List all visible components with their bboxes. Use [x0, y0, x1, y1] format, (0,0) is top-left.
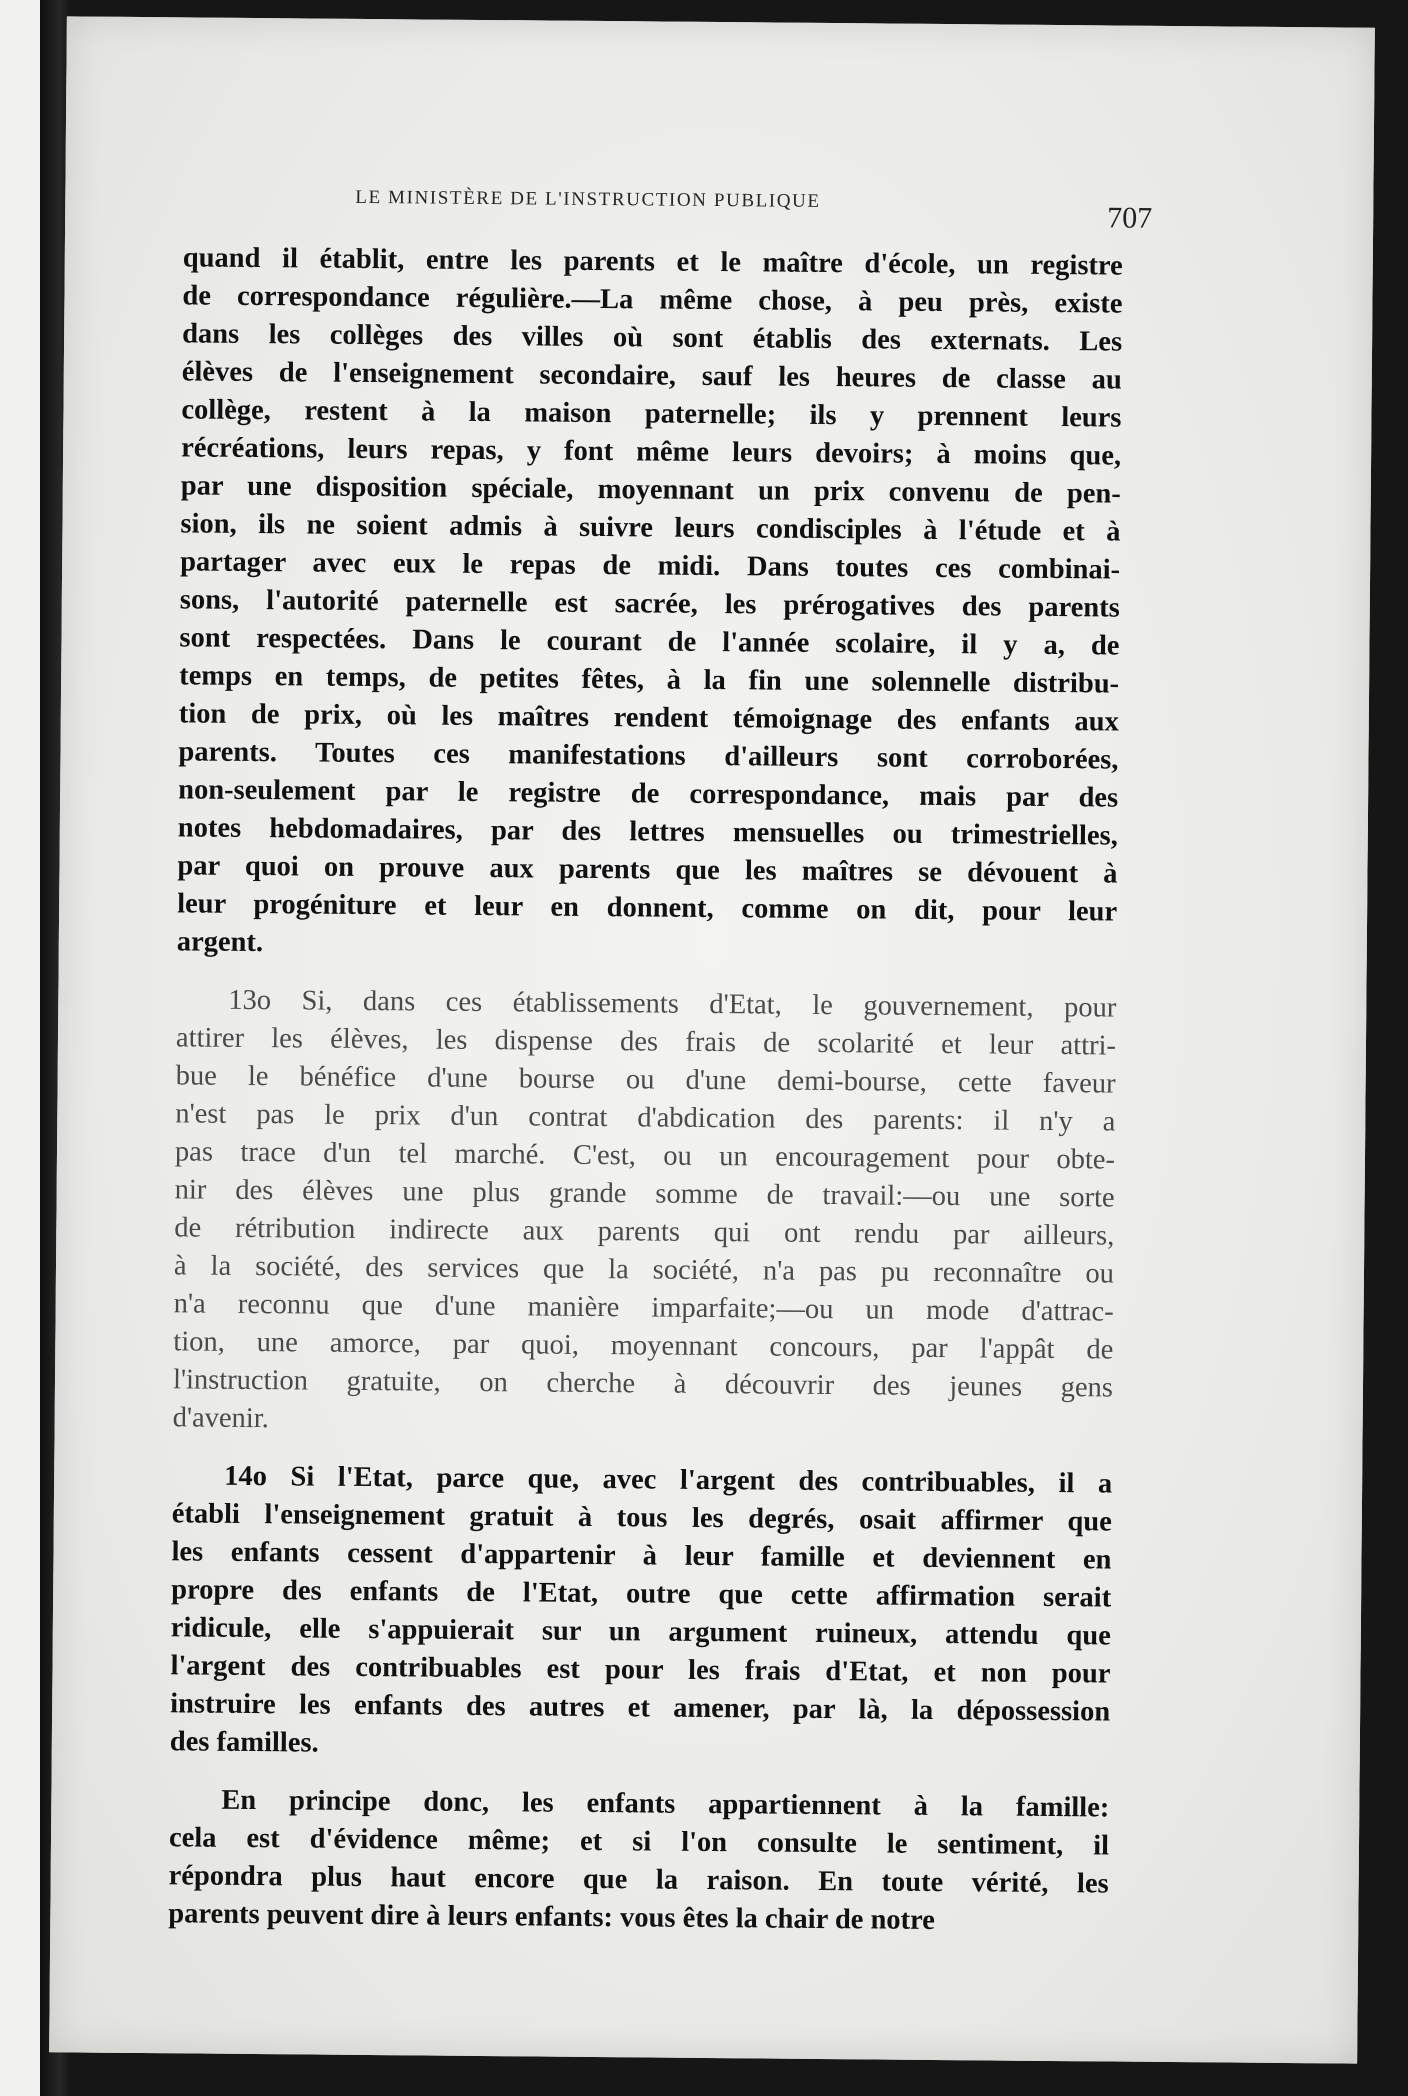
text-line: sons, l'autorité paternelle est sacrée, les prérogatives des parents	[179, 584, 1120, 624]
running-header: LE MINISTÈRE DE L'INSTRUCTION PUBLIQUE	[355, 186, 821, 212]
text-line: l'instruction gratuite, on cherche à découvrir des jeunes gens	[172, 1364, 1114, 1404]
text-line: l'argent des contribuables est pour les frais d'Etat, et non pour	[170, 1650, 1111, 1690]
paragraph-13	[173, 981, 1117, 1445]
text-line: quand il établit, entre les parents et le maître d'école, un registre	[182, 242, 1123, 282]
text-line: 13o Si, dans ces établissements d'Etat, le gouvernement, pour	[228, 984, 1117, 1024]
text-line: propre des enfants de l'Etat, outre que cette affirmation serait	[171, 1574, 1112, 1614]
text-line: de rétribution indirecte aux parents qui ont rendu par ailleurs,	[174, 1212, 1115, 1252]
page-number: 707	[1107, 201, 1153, 235]
text-line: temps en temps, de petites fêtes, à la fin une solennelle distribu-	[179, 660, 1120, 700]
text-line: leur progéniture et leur en donnent, comme on dit, pour leur	[177, 888, 1118, 928]
book-page	[49, 16, 1375, 2063]
text-line: attirer les élèves, les dispense des frais de scolarité et leur attri-	[175, 1022, 1117, 1062]
text-line: collège, restent à la maison paternelle; ils y prennent leurs	[181, 394, 1122, 434]
text-line: non-seulement par le registre de correspondance, mais par des	[178, 774, 1119, 814]
text-line: sont respectées. Dans le courant de l'année scolaire, il y a, de	[179, 622, 1120, 662]
text-line: notes hebdomadaires, par des lettres mensuelles ou trimestrielles,	[177, 812, 1118, 852]
text-line: récréations, leurs repas, y font même leurs devoirs; à moins que,	[181, 432, 1122, 472]
text-line: établi l'enseignement gratuit à tous les degrés, osait affirmer que	[171, 1498, 1112, 1538]
paragraph-conclusion	[168, 1781, 1109, 1941]
text-line: d'avenir.	[172, 1402, 269, 1435]
paragraph-intro	[177, 239, 1123, 969]
paragraph-14	[170, 1457, 1113, 1769]
text-line: ridicule, elle s'appuierait sur un argument ruineux, attendu que	[170, 1612, 1111, 1652]
text-line: à la société, des services que la société, n'a pas pu reconnaître ou	[173, 1250, 1115, 1290]
text-line: n'a reconnu que d'une manière imparfaite;—ou un mode d'attrac-	[173, 1288, 1114, 1328]
adjacent-page-edge	[0, 0, 40, 2096]
text-line: par une disposition spéciale, moyennant un prix convenu de pen-	[180, 470, 1121, 510]
text-line: sion, ils ne soient admis à suivre leurs condisciples à l'étude et à	[180, 508, 1121, 548]
text-line: tion de prix, où les maîtres rendent témoignage des enfants aux	[178, 698, 1119, 738]
text-line: En principe donc, les enfants appartiennent à la famille:	[221, 1784, 1110, 1824]
text-line: 14o Si l'Etat, parce que, avec l'argent des contribuables, il a	[224, 1460, 1113, 1500]
text-line: dans les collèges des villes où sont établis des externats. Les	[182, 318, 1123, 358]
text-line: pas trace d'un tel marché. C'est, ou un encouragement pour obte-	[174, 1136, 1116, 1176]
text-line: cela est d'évidence même; et si l'on consulte le sentiment, il	[168, 1822, 1110, 1862]
text-line: bue le bénéfice d'une bourse ou d'une demi-bourse, cette faveur	[175, 1060, 1116, 1100]
text-line: argent.	[176, 926, 264, 959]
text-line: parents. Toutes ces manifestations d'ailleurs sont corroborées,	[178, 736, 1119, 776]
text-line: n'est pas le prix d'un contrat d'abdication des parents: il n'y a	[175, 1098, 1116, 1138]
text-line: parents peuvent dire à leurs enfants: vous êtes la chair de notre	[168, 1898, 936, 1936]
text-line: tion, une amorce, par quoi, moyennant concours, par l'appât de	[173, 1326, 1114, 1366]
text-line: les enfants cessent d'appartenir à leur famille et deviennent en	[171, 1536, 1112, 1576]
text-line: répondra plus haut encore que la raison. En toute vérité, les	[168, 1860, 1109, 1900]
text-line: par quoi on prouve aux parents que les maîtres se dévouent à	[177, 850, 1118, 890]
text-line: de correspondance régulière.—La même chose, à peu près, existe	[182, 280, 1123, 320]
text-line: instruire les enfants des autres et amener, par là, la dépossession	[170, 1688, 1111, 1728]
text-line: des familles.	[169, 1726, 319, 1759]
text-line: élèves de l'enseignement secondaire, sauf les heures de classe au	[181, 356, 1122, 396]
text-line: nir des élèves une plus grande somme de travail:—ou une sorte	[174, 1174, 1115, 1214]
page-body	[168, 239, 1123, 1941]
text-line: partager avec eux le repas de midi. Dans toutes ces combinai-	[180, 546, 1121, 586]
